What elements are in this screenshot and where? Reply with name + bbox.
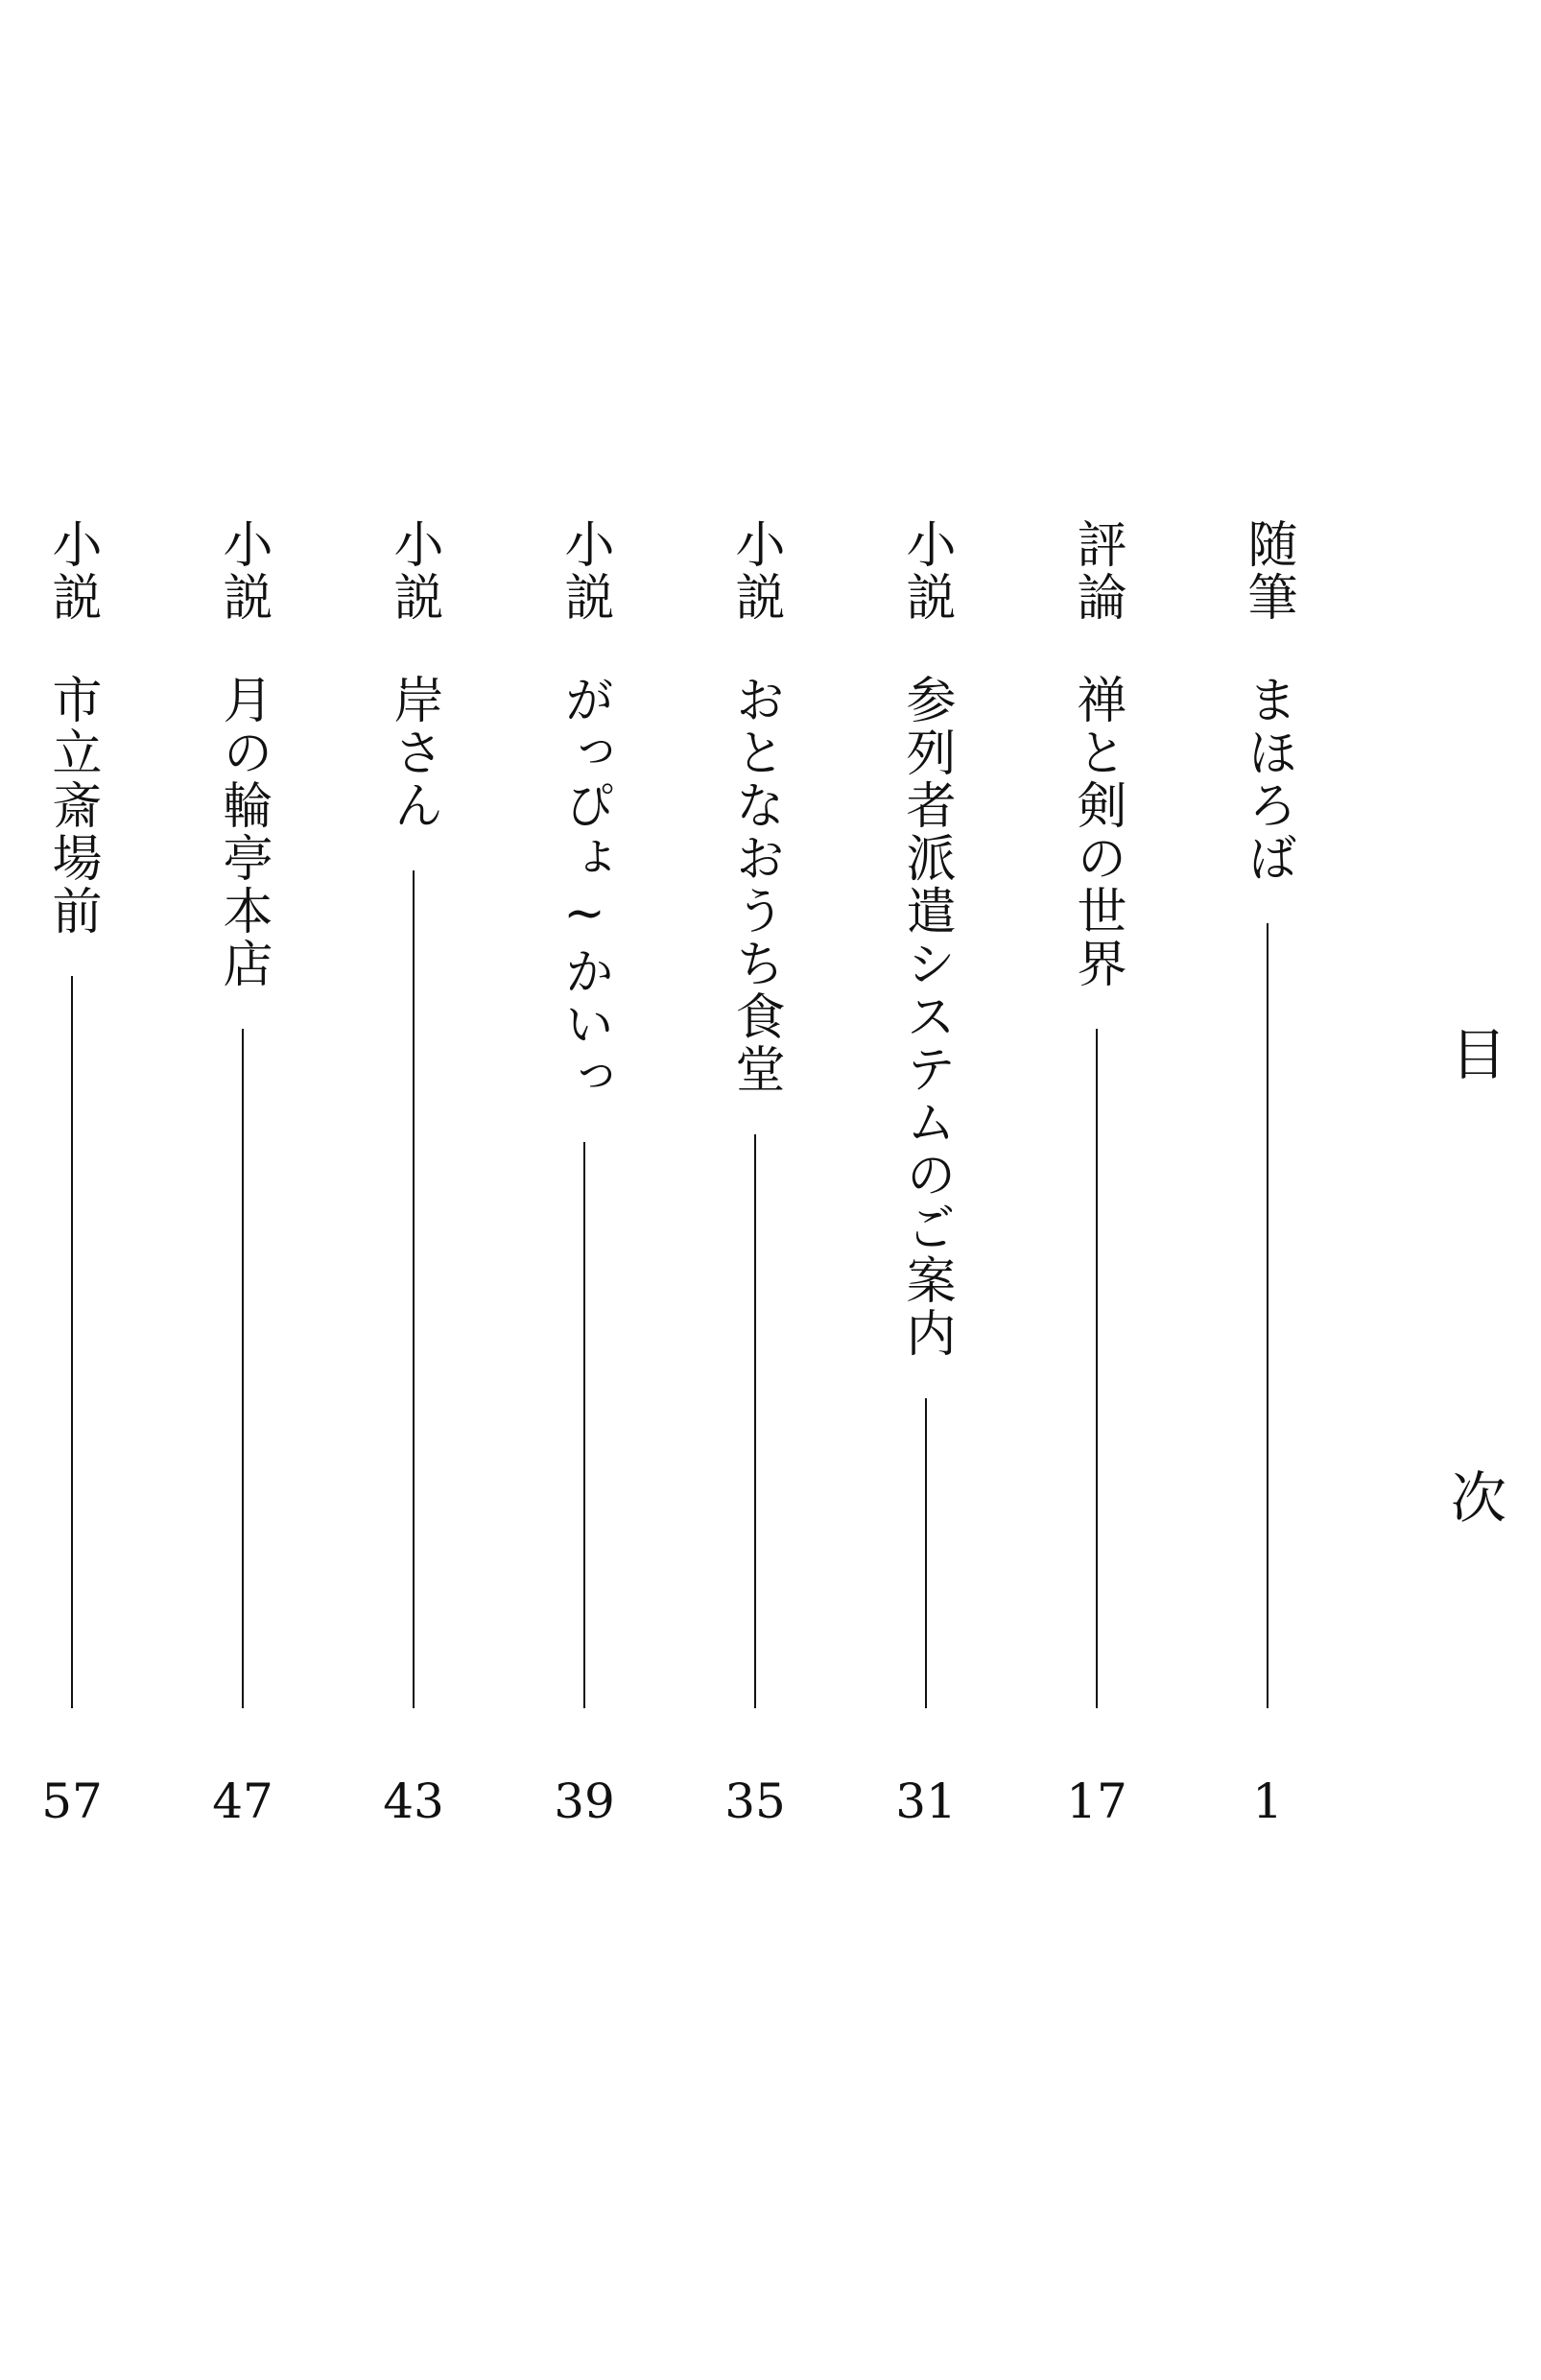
toc-heading-char-2: 次 <box>1451 1465 1507 1531</box>
toc-entry-category: 評論 <box>1068 518 1126 624</box>
toc-leader-line <box>1267 923 1268 1708</box>
toc-entry-1[interactable] <box>1234 518 1301 1862</box>
toc-entry-page: 57 <box>41 1773 103 1829</box>
toc-entry-2[interactable] <box>1063 518 1130 1862</box>
toc-entry-category: 小説 <box>897 518 955 624</box>
toc-entry-page: 47 <box>212 1773 273 1829</box>
toc-entry-title: 月の輪亭本店 <box>214 674 272 990</box>
toc-entry-title: おとなおうち食堂 <box>726 674 784 1096</box>
toc-entry-title: 参列者派遣システムのご案内 <box>897 674 955 1360</box>
toc-entry-title: 禅と剣の世界 <box>1068 674 1126 990</box>
toc-entry-page: 31 <box>895 1773 957 1829</box>
toc-entry-3[interactable] <box>892 518 960 1862</box>
toc-entry-4[interactable] <box>722 518 789 1862</box>
toc-entry-page: 35 <box>724 1773 786 1829</box>
toc-entry-category: 小説 <box>214 518 272 624</box>
toc-leader-line <box>583 1142 585 1708</box>
toc-entry-7[interactable] <box>209 518 276 1862</box>
toc-entry-title: 岸さん <box>385 674 442 832</box>
toc-entry-title: 市立斎場前 <box>43 674 101 938</box>
toc-entry-page: 43 <box>383 1773 444 1829</box>
toc-entry-title: がっぴょ~かいっ <box>556 674 613 1104</box>
toc-entry-page: 17 <box>1066 1773 1127 1829</box>
toc-entry-8[interactable] <box>38 518 106 1862</box>
toc-entry-category: 小説 <box>726 518 784 624</box>
toc-entry-category: 小説 <box>43 518 101 624</box>
toc-leader-line <box>413 870 415 1708</box>
toc-entry-5[interactable] <box>551 518 618 1862</box>
toc-entry-6[interactable] <box>380 518 447 1862</box>
toc-heading-char-1: 目 <box>1451 1022 1507 1087</box>
toc-entry-category: 随筆 <box>1239 518 1296 624</box>
toc-entry-category: 小説 <box>385 518 442 624</box>
toc-entry-page: 39 <box>554 1773 615 1829</box>
toc-entry-title: まほろば <box>1239 674 1296 885</box>
toc-leader-line <box>1096 1029 1098 1708</box>
toc-leader-line <box>242 1029 244 1708</box>
toc-leader-line <box>925 1398 927 1708</box>
toc-leader-line <box>71 976 73 1708</box>
toc-leader-line <box>754 1134 756 1708</box>
toc-entry-page: 1 <box>1252 1773 1283 1829</box>
toc-entry-category: 小説 <box>556 518 613 624</box>
